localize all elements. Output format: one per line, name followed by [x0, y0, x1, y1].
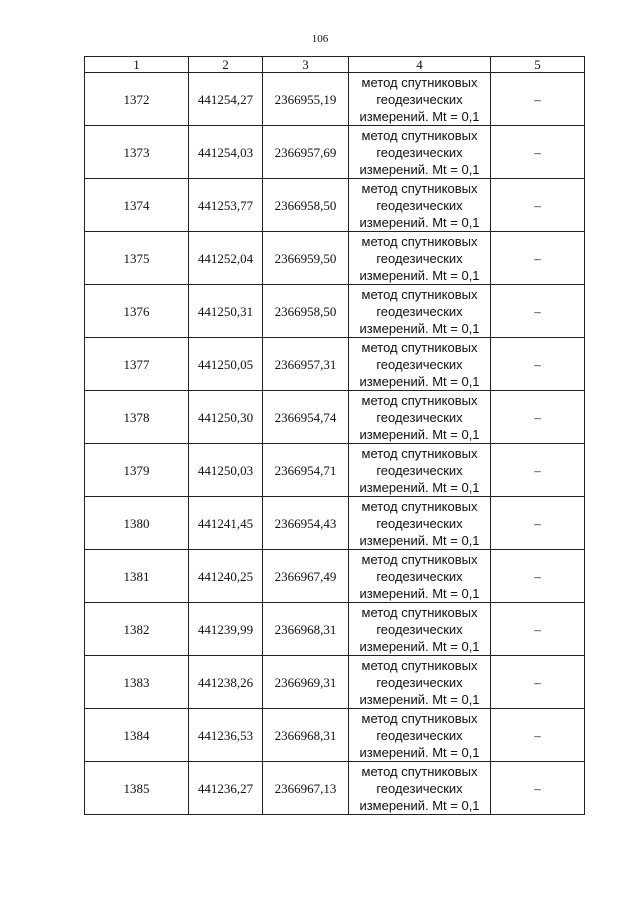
x-coordinate-cell: 441254,27	[189, 73, 263, 126]
x-coordinate-cell: 441236,53	[189, 709, 263, 762]
table-row	[85, 497, 585, 550]
method-line: метод спутниковых	[361, 604, 478, 620]
point-number-cell: 1384	[85, 709, 189, 762]
point-number-cell: 1377	[85, 338, 189, 391]
method-line: геодезических	[376, 409, 463, 425]
note-cell: –	[491, 73, 585, 126]
y-coordinate-cell: 2366969,31	[263, 656, 349, 709]
table-row	[85, 603, 585, 656]
method-line: геодезических	[376, 197, 463, 213]
table-row	[85, 232, 585, 285]
method-line: измерений. Mt = 0,1	[359, 267, 480, 283]
method-line: метод спутниковых	[361, 339, 478, 355]
note-cell: –	[491, 550, 585, 603]
method-line: измерений. Mt = 0,1	[359, 373, 480, 389]
table-row	[85, 391, 585, 444]
note-cell: –	[491, 762, 585, 815]
method-line: метод спутниковых	[361, 657, 478, 673]
note-cell: –	[491, 285, 585, 338]
y-coordinate-cell: 2366958,50	[263, 179, 349, 232]
method-line: геодезических	[376, 568, 463, 584]
y-coordinate-cell: 2366958,50	[263, 285, 349, 338]
table-row	[85, 709, 585, 762]
x-coordinate-cell: 441240,25	[189, 550, 263, 603]
point-number-cell: 1373	[85, 126, 189, 179]
column-header-3: 3	[263, 57, 349, 73]
y-coordinate-cell: 2366954,74	[263, 391, 349, 444]
method-line: измерений. Mt = 0,1	[359, 532, 480, 548]
x-coordinate-cell: 441250,30	[189, 391, 263, 444]
method-line: метод спутниковых	[361, 74, 478, 90]
method-cell	[349, 603, 491, 656]
x-coordinate-cell: 441241,45	[189, 497, 263, 550]
method-cell	[349, 656, 491, 709]
point-number-cell: 1383	[85, 656, 189, 709]
method-cell	[349, 391, 491, 444]
note-cell: –	[491, 391, 585, 444]
method-cell	[349, 762, 491, 815]
method-line: геодезических	[376, 674, 463, 690]
y-coordinate-cell: 2366954,71	[263, 444, 349, 497]
note-cell: –	[491, 232, 585, 285]
column-header-1: 1	[85, 57, 189, 73]
method-line: измерений. Mt = 0,1	[359, 744, 480, 760]
page-number: 106	[311, 33, 329, 45]
table-row	[85, 179, 585, 232]
method-line: геодезических	[376, 515, 463, 531]
y-coordinate-cell: 2366957,69	[263, 126, 349, 179]
method-line: метод спутниковых	[361, 180, 478, 196]
method-line: геодезических	[376, 727, 463, 743]
method-cell	[349, 444, 491, 497]
method-cell	[349, 179, 491, 232]
column-header-4: 4	[349, 57, 491, 73]
method-line: измерений. Mt = 0,1	[359, 161, 480, 177]
column-header-2: 2	[189, 57, 263, 73]
y-coordinate-cell: 2366968,31	[263, 603, 349, 656]
table-row	[85, 285, 585, 338]
table-row	[85, 338, 585, 391]
x-coordinate-cell: 441254,03	[189, 126, 263, 179]
point-number-cell: 1378	[85, 391, 189, 444]
table-body	[85, 57, 585, 815]
table-row	[85, 762, 585, 815]
coordinates-table	[84, 56, 585, 815]
method-line: измерений. Mt = 0,1	[359, 479, 480, 495]
method-line: метод спутниковых	[361, 286, 478, 302]
point-number-cell: 1381	[85, 550, 189, 603]
point-number-cell: 1374	[85, 179, 189, 232]
method-line: измерений. Mt = 0,1	[359, 320, 480, 336]
method-line: измерений. Mt = 0,1	[359, 797, 480, 813]
method-cell	[349, 338, 491, 391]
method-line: измерений. Mt = 0,1	[359, 108, 480, 124]
method-line: геодезических	[376, 356, 463, 372]
note-cell: –	[491, 656, 585, 709]
table-row	[85, 656, 585, 709]
note-cell: –	[491, 497, 585, 550]
method-line: измерений. Mt = 0,1	[359, 638, 480, 654]
table-row	[85, 550, 585, 603]
note-cell: –	[491, 179, 585, 232]
note-cell: –	[491, 444, 585, 497]
x-coordinate-cell: 441250,05	[189, 338, 263, 391]
table-row	[85, 444, 585, 497]
method-line: измерений. Mt = 0,1	[359, 426, 480, 442]
y-coordinate-cell: 2366959,50	[263, 232, 349, 285]
point-number-cell: 1376	[85, 285, 189, 338]
method-line: метод спутниковых	[361, 233, 478, 249]
column-header-5: 5	[491, 57, 585, 73]
method-line: метод спутниковых	[361, 445, 478, 461]
y-coordinate-cell: 2366957,31	[263, 338, 349, 391]
method-cell	[349, 497, 491, 550]
method-cell	[349, 126, 491, 179]
method-line: геодезических	[376, 91, 463, 107]
method-line: геодезических	[376, 621, 463, 637]
method-line: метод спутниковых	[361, 127, 478, 143]
x-coordinate-cell: 441250,03	[189, 444, 263, 497]
method-line: метод спутниковых	[361, 763, 478, 779]
point-number-cell: 1385	[85, 762, 189, 815]
y-coordinate-cell: 2366968,31	[263, 709, 349, 762]
table-row	[85, 126, 585, 179]
method-line: геодезических	[376, 144, 463, 160]
method-cell	[349, 285, 491, 338]
method-line: измерений. Mt = 0,1	[359, 691, 480, 707]
note-cell: –	[491, 603, 585, 656]
table-header-row	[85, 57, 585, 73]
y-coordinate-cell: 2366967,49	[263, 550, 349, 603]
x-coordinate-cell: 441239,99	[189, 603, 263, 656]
x-coordinate-cell: 441253,77	[189, 179, 263, 232]
y-coordinate-cell: 2366955,19	[263, 73, 349, 126]
note-cell: –	[491, 338, 585, 391]
method-line: метод спутниковых	[361, 551, 478, 567]
method-cell	[349, 709, 491, 762]
point-number-cell: 1379	[85, 444, 189, 497]
note-cell: –	[491, 126, 585, 179]
point-number-cell: 1372	[85, 73, 189, 126]
method-line: метод спутниковых	[361, 498, 478, 514]
method-line: измерений. Mt = 0,1	[359, 585, 480, 601]
x-coordinate-cell: 441238,26	[189, 656, 263, 709]
y-coordinate-cell: 2366967,13	[263, 762, 349, 815]
x-coordinate-cell: 441236,27	[189, 762, 263, 815]
method-cell	[349, 73, 491, 126]
y-coordinate-cell: 2366954,43	[263, 497, 349, 550]
method-line: геодезических	[376, 250, 463, 266]
method-line: геодезических	[376, 462, 463, 478]
method-cell	[349, 550, 491, 603]
x-coordinate-cell: 441250,31	[189, 285, 263, 338]
table-row	[85, 73, 585, 126]
point-number-cell: 1375	[85, 232, 189, 285]
method-line: геодезических	[376, 303, 463, 319]
method-line: геодезических	[376, 780, 463, 796]
method-line: метод спутниковых	[361, 710, 478, 726]
method-cell	[349, 232, 491, 285]
method-line: измерений. Mt = 0,1	[359, 214, 480, 230]
method-line: метод спутниковых	[361, 392, 478, 408]
note-cell: –	[491, 709, 585, 762]
x-coordinate-cell: 441252,04	[189, 232, 263, 285]
point-number-cell: 1380	[85, 497, 189, 550]
point-number-cell: 1382	[85, 603, 189, 656]
